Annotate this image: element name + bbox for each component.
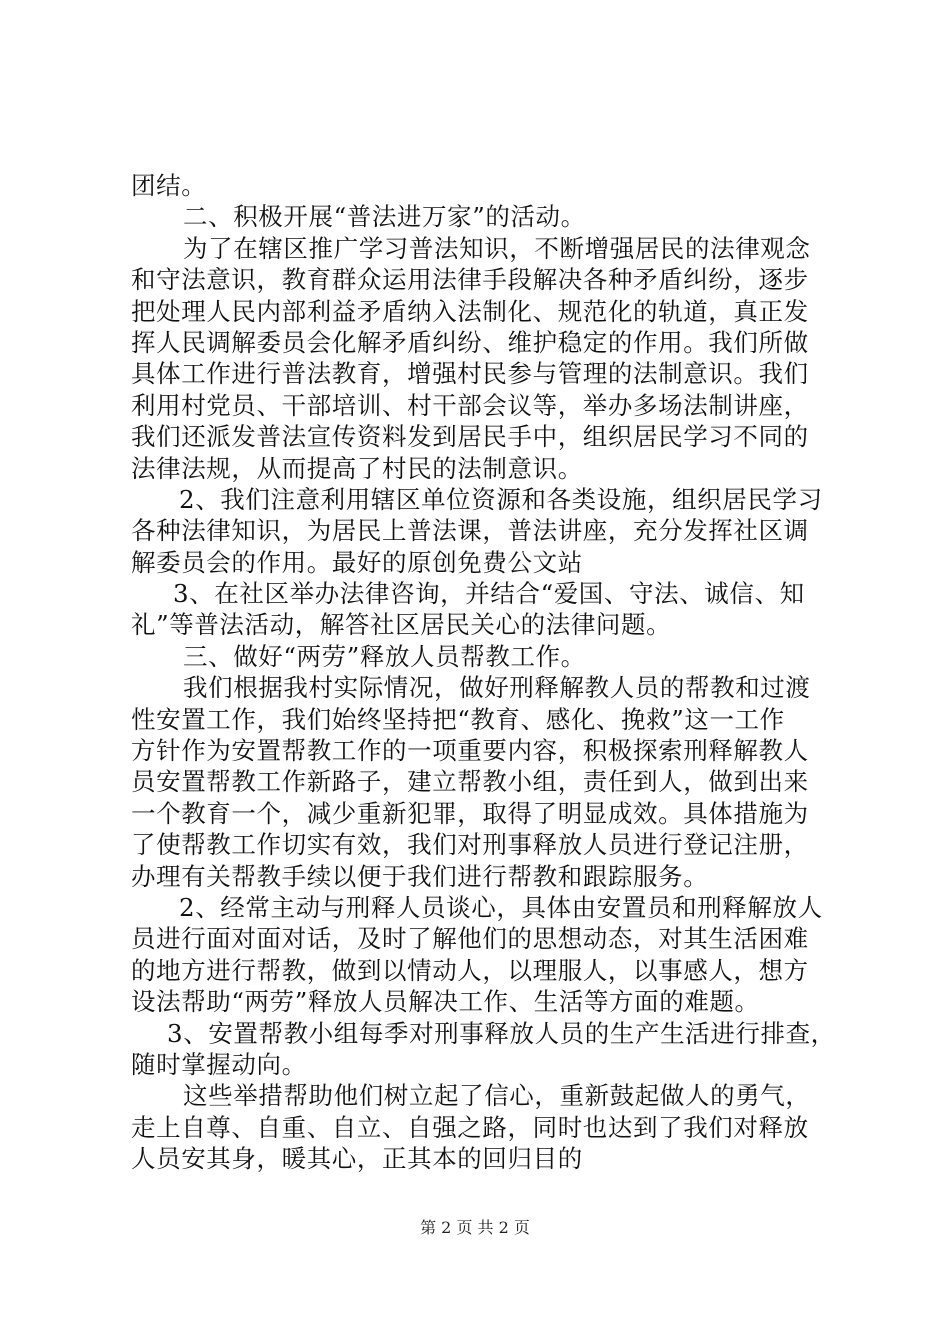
- paragraph-line: 了使帮教工作切实有效，我们对刑事释放人员进行登记注册，: [131, 830, 809, 860]
- paragraph-line: 性安置工作，我们始终坚持把“教育、感化、挽救”这一工作: [131, 704, 785, 734]
- paragraph-line: 为了在辖区推广学习普法知识，不断增强居民的法律观念: [183, 233, 811, 263]
- paragraph-line: 挥人民调解委员会化解矛盾纠纷、维护稳定的作用。我们所做: [131, 327, 809, 357]
- paragraph-line: 的地方进行帮教，做到以情动人，以理服人，以事感人，想方: [131, 955, 809, 985]
- paragraph-line: 方针作为安置帮教工作的一项重要内容，积极探索刑释解教人: [131, 736, 809, 766]
- paragraph-line: 我们根据我村实际情况，做好刑释解教人员的帮教和过渡: [183, 673, 811, 703]
- paragraph-line: 人员安其身，暖其心，正其本的回归目的: [131, 1144, 583, 1174]
- text-line: 团结。: [131, 171, 207, 200]
- paragraph-line: 礼”等普法活动，解答社区居民关心的法律问题。: [131, 610, 672, 640]
- paragraph-line: 3、在社区举办法律咨询，并结合“爱国、守法、诚信、知: [173, 579, 805, 609]
- paragraph-line: 一个教育一个，减少重新犯罪，取得了明显成效。具体措施为: [131, 798, 809, 828]
- paragraph-line: 我们还派发普法宣传资料发到居民手中，组织居民学习不同的: [131, 422, 809, 452]
- paragraph-line: 2、经常主动与刑释人员谈心，具体由安置员和刑释解放人: [179, 892, 823, 922]
- paragraph-line: 员进行面对面对话，及时了解他们的思想动态，对其生活困难: [131, 924, 809, 954]
- document-body: [131, 170, 836, 1175]
- paragraph-line: 把处理人民内部利益矛盾纳入法制化、规范化的轨道，真正发: [131, 296, 809, 326]
- paragraph-line: 2、我们注意利用辖区单位资源和各类设施，组织居民学习: [179, 484, 823, 514]
- paragraph-line: 办理有关帮教手续以便于我们进行帮教和跟踪服务。: [131, 861, 709, 891]
- page-number-footer: 第 2 页 共 2 页: [420, 1218, 530, 1237]
- section-heading: 三、做好“两劳”释放人员帮教工作。: [183, 641, 586, 671]
- paragraph-line: 和守法意识，教育群众运用法律手段解决各种矛盾纠纷，逐步: [131, 265, 809, 295]
- paragraph-line: 3、安置帮教小组每季对刑事释放人员的生产生活进行排查，: [167, 1018, 836, 1048]
- paragraph-line: 法律法规，从而提高了村民的法制意识。: [131, 453, 583, 483]
- paragraph-line: 设法帮助“两劳”释放人员解决工作、生活等方面的难题。: [131, 987, 760, 1017]
- paragraph-line: 员安置帮教工作新路子，建立帮教小组，责任到人，做到出来: [131, 767, 809, 797]
- paragraph-line: 解委员会的作用。最好的原创免费公文站: [131, 547, 583, 577]
- paragraph-line: 具体工作进行普法教育，增强村民参与管理的法制意识。我们: [131, 359, 809, 389]
- paragraph-line: 各种法律知识，为居民上普法课，普法讲座，充分发挥社区调: [131, 516, 809, 546]
- section-heading: 二、积极开展“普法进万家”的活动。: [183, 202, 586, 232]
- paragraph-line: 走上自尊、自重、自立、自强之路，同时也达到了我们对释放: [131, 1112, 809, 1142]
- paragraph-line: 利用村党员、干部培训、村干部会议等，举办多场法制讲座，: [131, 390, 809, 420]
- paragraph-line: 随时掌握动向。: [131, 1049, 307, 1079]
- paragraph-line: 这些举措帮助他们树立起了信心，重新鼓起做人的勇气，: [183, 1081, 811, 1111]
